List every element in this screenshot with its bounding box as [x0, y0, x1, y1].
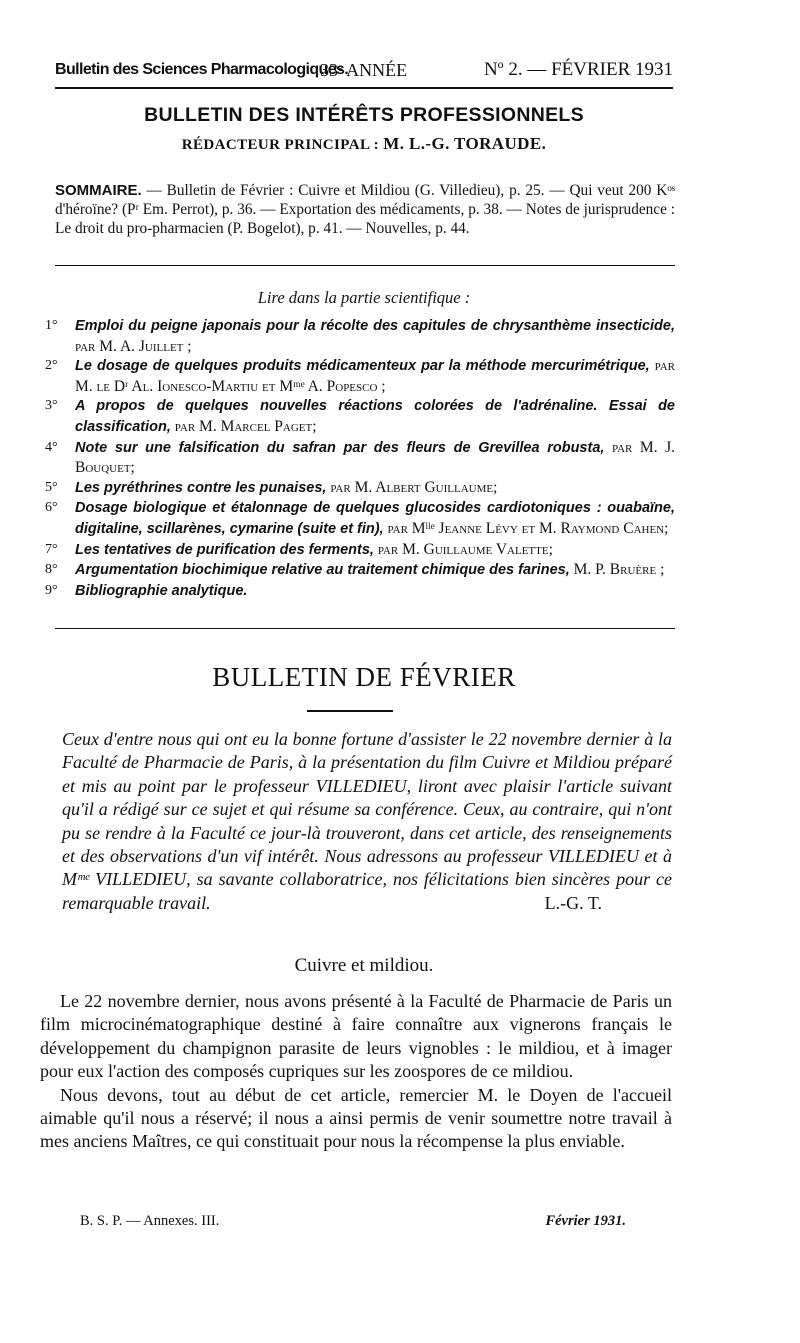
toc-item — [45, 438, 675, 478]
toc-item — [45, 498, 675, 539]
footer-right: Février 1931. — [545, 1213, 626, 1229]
toc-item — [45, 356, 675, 396]
article-title: Cuivre et mildiou. — [294, 955, 434, 976]
toc-title: Dosage biologique et étalonnage de quelques glucosides cardiotoniques : ouabaïne, digitaline, scillarènes, cymarine (suite et fin), — [75, 500, 675, 537]
toc-title: Note sur une falsification du safran par des fleurs de Grevillea robusta, — [75, 439, 605, 456]
toc-item — [45, 316, 675, 356]
toc-number: 8° — [45, 562, 58, 578]
bulletin-title: BULLETIN DE FÉVRIER — [212, 662, 516, 692]
editorial-intro — [62, 728, 672, 915]
editor-name: M. L.-G. TORAUDE. — [383, 134, 547, 153]
toc-author: par M. le Dʳ Al. Ionesco-Martiu et Mᵐᵉ A. Popesco ; — [75, 357, 675, 395]
sommaire-label: SOMMAIRE. — [55, 182, 142, 199]
toc-number: 3° — [45, 398, 58, 414]
body-paragraph: Le 22 novembre dernier, nous avons présenté à la Faculté de Pharmacie de Paris un film microcinématographique destiné à faire connaître aux vignerons français le développement du champignon parasite de leurs vignobles : le mildiou, et à imager pour eux l'action des composés cupriques sur les zoospores de ce mildiou. — [40, 991, 672, 1082]
toc-title: Emploi du peigne japonais pour la récolte des capitules de chrysanthème insecticide, — [75, 318, 675, 334]
intro-signature: L.-G. T. — [544, 892, 602, 913]
toc-title: Les tentatives de purification des ferments, — [75, 541, 374, 558]
footer-left: B. S. P. — Annexes. III. — [80, 1213, 220, 1229]
journal-name: Bulletin des Sciences Pharmacologiques. — [55, 61, 349, 78]
toc-number: 5° — [45, 479, 58, 495]
table-of-contents — [45, 316, 675, 601]
divider — [55, 265, 675, 266]
toc-number: 4° — [45, 439, 58, 455]
lire-heading: Lire dans la partie scientifique : — [257, 288, 471, 307]
divider — [55, 628, 675, 629]
editor-line — [55, 134, 673, 154]
toc-number: 1° — [45, 318, 58, 333]
article-body — [40, 990, 672, 1154]
toc-title: Les pyréthrines contre les punaises, — [75, 479, 327, 496]
body-paragraph: Nous devons, tout au début de cet article, remercier M. le Doyen de l'accueil aimable qu'il nous a réservé; il nous a ainsi permis de venir soumettre notre travail à mes anciens Maîtres, ce qui constituait pour nous la récompense la plus enviable. — [40, 1084, 672, 1152]
toc-title: Bibliographie analytique. — [75, 582, 248, 599]
toc-author: par M. J. Bouquet; — [75, 438, 676, 477]
year-label: 33ᵉ ANNÉE — [320, 60, 408, 80]
toc-number: 2° — [45, 358, 58, 374]
toc-item — [45, 540, 675, 561]
toc-author: M. P. Bruère ; — [573, 561, 665, 579]
sommaire-text: — Bulletin de Février : Cuivre et Mildiou (G. Villedieu), p. 25. — Qui veut 200 Kᵒˢ d'héroïne? (Pʳ Em. Perrot), p. 36. — Exportation des médicaments, p. 38. — Notes de jurisprudence : Le droit du pro-pharmacien (P. Bogelot), p. 41. — Nouvelles, p. 44. — [55, 182, 675, 237]
toc-title: A propos de quelques nouvelles réactions colorées de l'adrénaline. Essai de classification, — [75, 398, 675, 435]
toc-author: par Mˡˡᵉ Jeanne Lévy et M. Raymond Cahen; — [387, 519, 669, 537]
toc-number: 9° — [45, 582, 58, 598]
toc-author: par M. Marcel Paget; — [174, 417, 317, 435]
toc-author: par M. Albert Guillaume; — [330, 478, 498, 496]
toc-title: Argumentation biochimique relative au traitement chimique des farines, — [75, 562, 570, 579]
title-underline — [307, 710, 393, 712]
sommaire — [55, 181, 675, 238]
toc-item — [45, 478, 675, 499]
issue-label: Nº 2. — FÉVRIER 1931 — [483, 59, 673, 80]
toc-item — [45, 560, 675, 581]
toc-item — [45, 581, 675, 602]
toc-number: 6° — [45, 500, 58, 516]
editor-label: RÉDACTEUR PRINCIPAL : — [181, 137, 380, 153]
section-title: BULLETIN DES INTÉRÊTS PROFESSIONNELS — [144, 104, 584, 126]
toc-number: 7° — [45, 541, 58, 557]
toc-author: par M. A. Juillet ; — [75, 337, 192, 355]
running-head — [55, 55, 673, 89]
toc-author: par M. Guillaume Valette; — [377, 540, 553, 558]
toc-title: Le dosage de quelques produits médicamenteux par la méthode mercurimétrique, — [75, 358, 650, 375]
intro-text: Ceux d'entre nous qui ont eu la bonne fortune d'assister le 22 novembre dernier à la Faculté de Pharmacie de Paris, à la présentation du film Cuivre et Mildiou préparé et mis au point par le professeur VILLEDIEU, liront avec plaisir l'article suivant qu'il a rédigé sur ce sujet et qui résume sa conférence. Ceux, au contraire, qui n'ont pu se rendre à la Faculté ce jour-là trouveront, dans cet article, des renseignements et des observations d'un vif intérêt. Nous adressons au professeur VILLEDIEU et à Mᵐᵉ VILLEDIEU, sa savante collaboratrice, nos félicitations bien sincères pour ce remarquable travail. — [62, 729, 672, 913]
toc-item — [45, 396, 675, 437]
